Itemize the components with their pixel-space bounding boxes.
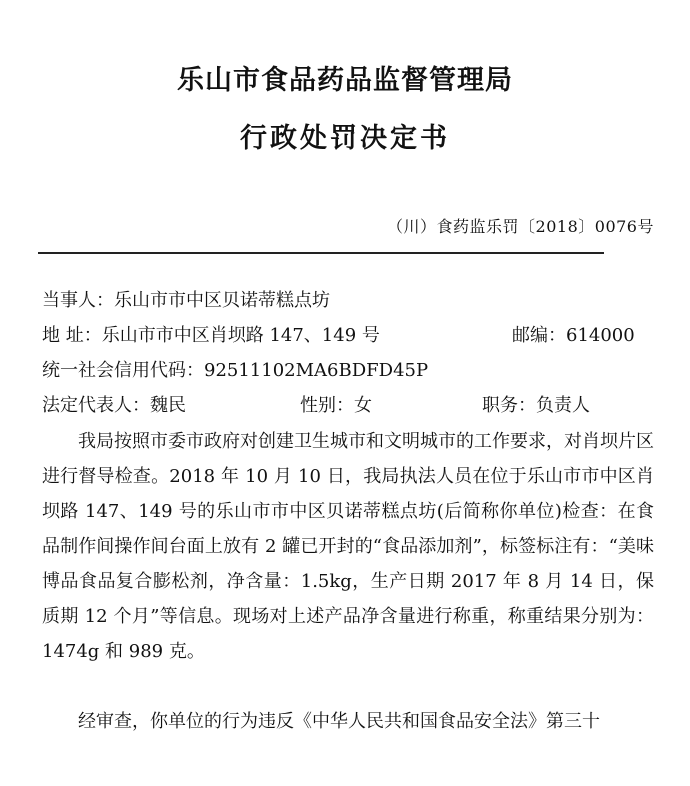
header-divider [38, 252, 604, 254]
body-paragraph-review: 经审查，你单位的行为违反《中华人民共和国食品安全法》第三十 [78, 711, 600, 732]
party-credit-code: 统一社会信用代码：92511102MA6BDFD45P [42, 360, 429, 381]
representative-position: 职务：负责人 [482, 395, 590, 416]
party-representative-row [42, 394, 590, 418]
document-type-title: 行政处罚决定书 [240, 123, 450, 154]
document-number: （川）食药监乐罚〔2018〕0076号 [387, 217, 654, 236]
legal-representative: 法定代表人：魏民 [42, 395, 186, 416]
agency-title: 乐山市食品药品监督管理局 [177, 65, 513, 96]
party-address-row [42, 324, 635, 348]
party-postcode: 邮编：614000 [512, 325, 635, 346]
party-name: 当事人：乐山市市中区贝诺蒂糕点坊 [42, 290, 330, 311]
representative-gender: 性别：女 [300, 395, 372, 416]
party-address: 地 址：乐山市市中区肖坝路 147、149 号 [42, 325, 380, 346]
body-paragraph-inspection: 我局按照市委市政府对创建卫生城市和文明城市的工作要求，对肖坝片区进行督导检查。2018 年 10 月 10 日，我局执法人员在位于乐山市市中区肖坝路 147、149 号的乐山市市中区贝诺蒂糕点坊(后简称你单位)检查：在食品制作间操作间台面上放有 2 罐已开封的“食品添加剂”，标签标注有：“美味博品食品复合膨松剂，净含量：1.5kg，生产日期 2017 年 8 月 14 日，保质期 12 个月”等信息。现场对上述产品净含量进行称重，称重结果分别为：1474g 和 989 克。 [42, 431, 654, 662]
